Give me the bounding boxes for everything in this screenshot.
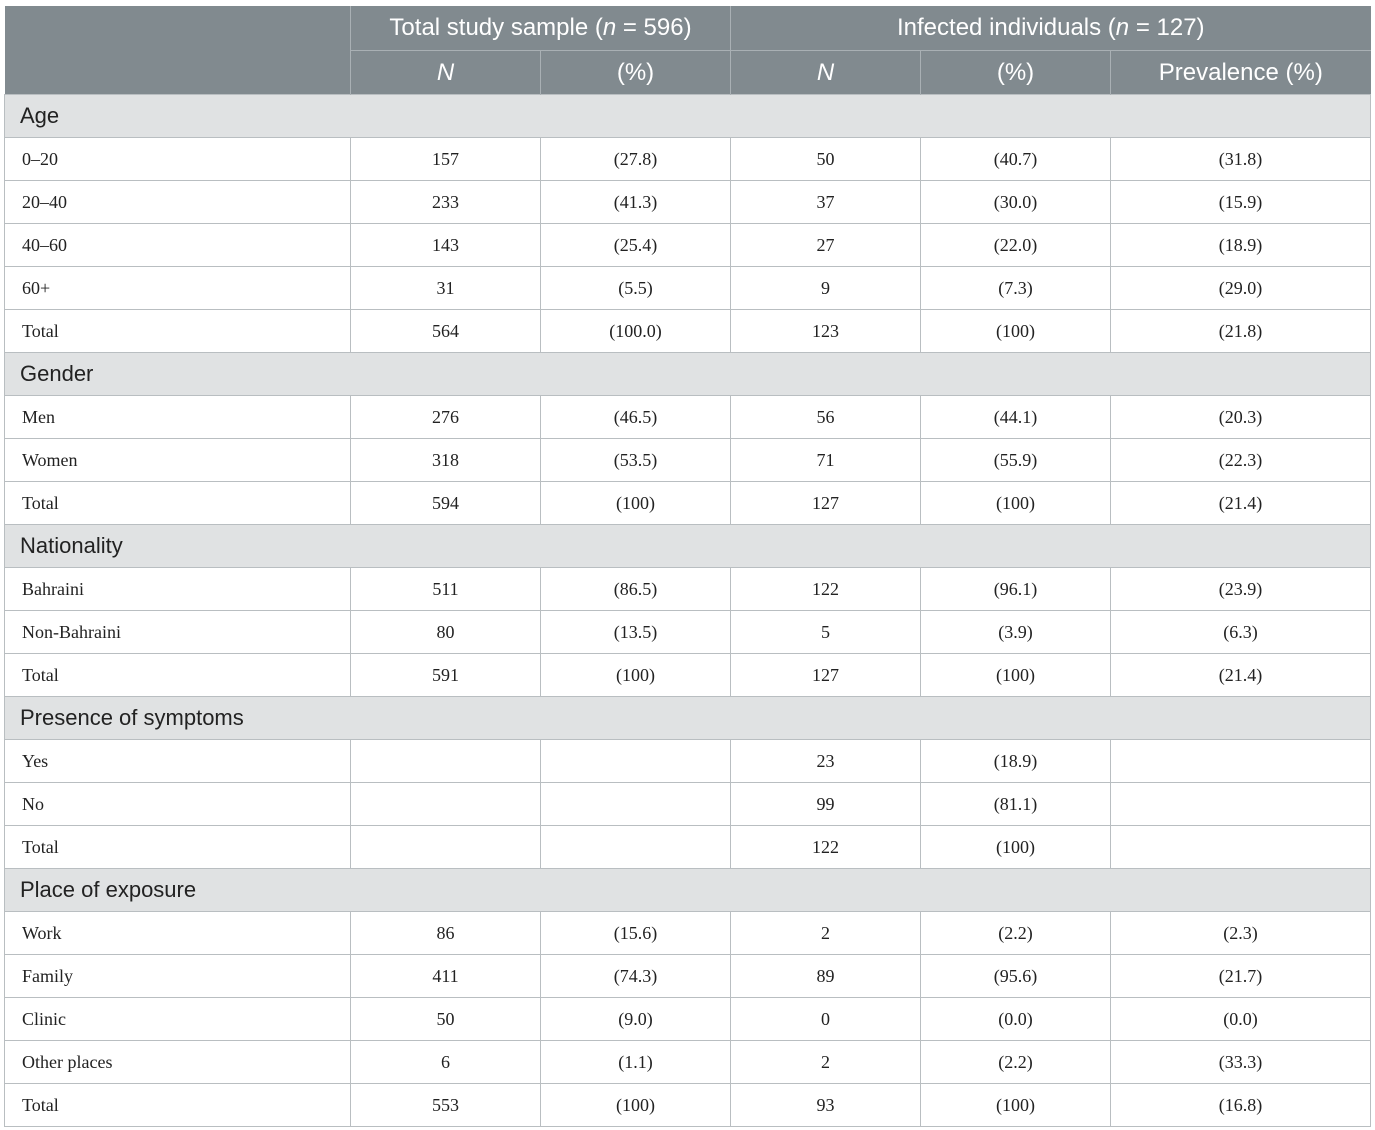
table-row xyxy=(5,998,1371,1041)
table-cell: 411 xyxy=(351,955,541,998)
table-cell xyxy=(1111,783,1371,826)
section-title: Place of exposure xyxy=(5,869,1371,912)
table-row xyxy=(5,912,1371,955)
header-infected-n: N xyxy=(731,51,921,95)
table-cell xyxy=(351,826,541,869)
row-label: Total xyxy=(5,654,351,697)
table-cell: 122 xyxy=(731,826,921,869)
table-cell: (15.6) xyxy=(541,912,731,955)
table-cell: (21.7) xyxy=(1111,955,1371,998)
table-cell: (2.2) xyxy=(921,1041,1111,1084)
table-cell: 50 xyxy=(351,998,541,1041)
table-cell xyxy=(1111,826,1371,869)
header-total-study-sample: Total study sample (n = 596) xyxy=(351,6,731,51)
section-title: Presence of symptoms xyxy=(5,697,1371,740)
table-cell: 594 xyxy=(351,482,541,525)
section-title: Gender xyxy=(5,353,1371,396)
table-cell: (2.3) xyxy=(1111,912,1371,955)
table-cell: (18.9) xyxy=(1111,224,1371,267)
table-row xyxy=(5,310,1371,353)
table-cell: (96.1) xyxy=(921,568,1111,611)
table-cell: 122 xyxy=(731,568,921,611)
table-row xyxy=(5,1084,1371,1127)
table-cell: (18.9) xyxy=(921,740,1111,783)
table-cell: (27.8) xyxy=(541,138,731,181)
table-cell xyxy=(541,740,731,783)
table-cell: (86.5) xyxy=(541,568,731,611)
row-label: 40–60 xyxy=(5,224,351,267)
table-row xyxy=(5,654,1371,697)
table-cell: (15.9) xyxy=(1111,181,1371,224)
table-row xyxy=(5,396,1371,439)
table-cell xyxy=(351,740,541,783)
table-cell: 80 xyxy=(351,611,541,654)
table-cell: (40.7) xyxy=(921,138,1111,181)
table-cell: 56 xyxy=(731,396,921,439)
section-header-row xyxy=(5,697,1371,740)
table-cell: (21.4) xyxy=(1111,654,1371,697)
table-cell xyxy=(541,826,731,869)
table-cell: 143 xyxy=(351,224,541,267)
table-cell: (6.3) xyxy=(1111,611,1371,654)
table-cell: 86 xyxy=(351,912,541,955)
row-label: Total xyxy=(5,826,351,869)
table-cell: (29.0) xyxy=(1111,267,1371,310)
table-cell: (100) xyxy=(921,1084,1111,1127)
table-cell: (30.0) xyxy=(921,181,1111,224)
table-cell: 127 xyxy=(731,654,921,697)
row-label: Family xyxy=(5,955,351,998)
table-cell: (95.6) xyxy=(921,955,1111,998)
table-row xyxy=(5,1041,1371,1084)
table-cell xyxy=(541,783,731,826)
table-row xyxy=(5,783,1371,826)
row-label: Bahraini xyxy=(5,568,351,611)
table-cell: 276 xyxy=(351,396,541,439)
table-cell: (100) xyxy=(921,654,1111,697)
table-cell: (55.9) xyxy=(921,439,1111,482)
row-label: Non-Bahraini xyxy=(5,611,351,654)
table-cell: (2.2) xyxy=(921,912,1111,955)
table-cell: (53.5) xyxy=(541,439,731,482)
table-cell: 2 xyxy=(731,912,921,955)
table-cell: (100) xyxy=(921,826,1111,869)
row-label: Total xyxy=(5,310,351,353)
row-label: Clinic xyxy=(5,998,351,1041)
header-infected-percent: (%) xyxy=(921,51,1111,95)
section-header-row xyxy=(5,869,1371,912)
table-cell: (33.3) xyxy=(1111,1041,1371,1084)
header-prevalence: Prevalence (%) xyxy=(1111,51,1371,95)
row-label: Men xyxy=(5,396,351,439)
table-cell: (22.0) xyxy=(921,224,1111,267)
row-label: Other places xyxy=(5,1041,351,1084)
table-cell: (100.0) xyxy=(541,310,731,353)
table-cell: 27 xyxy=(731,224,921,267)
table-cell: (25.4) xyxy=(541,224,731,267)
table-row xyxy=(5,955,1371,998)
row-label: Yes xyxy=(5,740,351,783)
row-label: 60+ xyxy=(5,267,351,310)
table-cell: 37 xyxy=(731,181,921,224)
table-cell: 6 xyxy=(351,1041,541,1084)
table-row xyxy=(5,740,1371,783)
table-cell: (13.5) xyxy=(541,611,731,654)
table-cell: (100) xyxy=(921,482,1111,525)
table-cell: (74.3) xyxy=(541,955,731,998)
table-cell: 553 xyxy=(351,1084,541,1127)
section-title: Nationality xyxy=(5,525,1371,568)
prevalence-table xyxy=(4,6,1371,1127)
section-header-row xyxy=(5,95,1371,138)
table-cell: (9.0) xyxy=(541,998,731,1041)
table-cell: (22.3) xyxy=(1111,439,1371,482)
table-cell xyxy=(351,783,541,826)
table-row xyxy=(5,138,1371,181)
table-cell: 127 xyxy=(731,482,921,525)
table-cell: (3.9) xyxy=(921,611,1111,654)
table-cell: 93 xyxy=(731,1084,921,1127)
table-cell: 99 xyxy=(731,783,921,826)
table-cell: 564 xyxy=(351,310,541,353)
table-cell: (46.5) xyxy=(541,396,731,439)
section-header-row xyxy=(5,525,1371,568)
table-cell: (16.8) xyxy=(1111,1084,1371,1127)
table-cell: (23.9) xyxy=(1111,568,1371,611)
header-infected-individuals: Infected individuals (n = 127) xyxy=(731,6,1371,51)
header-corner xyxy=(5,6,351,95)
table-row xyxy=(5,611,1371,654)
row-label: 20–40 xyxy=(5,181,351,224)
table-cell: (41.3) xyxy=(541,181,731,224)
row-label: Total xyxy=(5,1084,351,1127)
table-cell: (20.3) xyxy=(1111,396,1371,439)
table-cell: 23 xyxy=(731,740,921,783)
row-label: No xyxy=(5,783,351,826)
table-cell: (0.0) xyxy=(1111,998,1371,1041)
table-row xyxy=(5,181,1371,224)
table-cell: 5 xyxy=(731,611,921,654)
table-row xyxy=(5,224,1371,267)
row-label: Total xyxy=(5,482,351,525)
table-cell: (21.4) xyxy=(1111,482,1371,525)
table-cell: 591 xyxy=(351,654,541,697)
table-row xyxy=(5,826,1371,869)
table-row xyxy=(5,568,1371,611)
row-label: Work xyxy=(5,912,351,955)
table-row xyxy=(5,482,1371,525)
table-cell: 157 xyxy=(351,138,541,181)
table-cell: (100) xyxy=(541,654,731,697)
section-title: Age xyxy=(5,95,1371,138)
table-cell: 89 xyxy=(731,955,921,998)
table-cell: 318 xyxy=(351,439,541,482)
table-cell: 9 xyxy=(731,267,921,310)
table-cell: (100) xyxy=(921,310,1111,353)
table-cell: (0.0) xyxy=(921,998,1111,1041)
table-cell: (21.8) xyxy=(1111,310,1371,353)
header-total-percent: (%) xyxy=(541,51,731,95)
table-cell: (100) xyxy=(541,482,731,525)
table-cell: (1.1) xyxy=(541,1041,731,1084)
table-row xyxy=(5,267,1371,310)
table-cell: (5.5) xyxy=(541,267,731,310)
table-cell: 0 xyxy=(731,998,921,1041)
table-cell: 71 xyxy=(731,439,921,482)
table-cell xyxy=(1111,740,1371,783)
table-cell: 233 xyxy=(351,181,541,224)
row-label: Women xyxy=(5,439,351,482)
table-cell: (81.1) xyxy=(921,783,1111,826)
table-cell: 50 xyxy=(731,138,921,181)
table-cell: 123 xyxy=(731,310,921,353)
header-row-groups xyxy=(5,6,1371,51)
table-cell: (31.8) xyxy=(1111,138,1371,181)
header-total-n: N xyxy=(351,51,541,95)
table-cell: (100) xyxy=(541,1084,731,1127)
section-header-row xyxy=(5,353,1371,396)
table-body xyxy=(5,95,1371,1127)
table-cell: (7.3) xyxy=(921,267,1111,310)
table-row xyxy=(5,439,1371,482)
table-cell: 511 xyxy=(351,568,541,611)
table-cell: 2 xyxy=(731,1041,921,1084)
table-cell: 31 xyxy=(351,267,541,310)
table-cell: (44.1) xyxy=(921,396,1111,439)
row-label: 0–20 xyxy=(5,138,351,181)
